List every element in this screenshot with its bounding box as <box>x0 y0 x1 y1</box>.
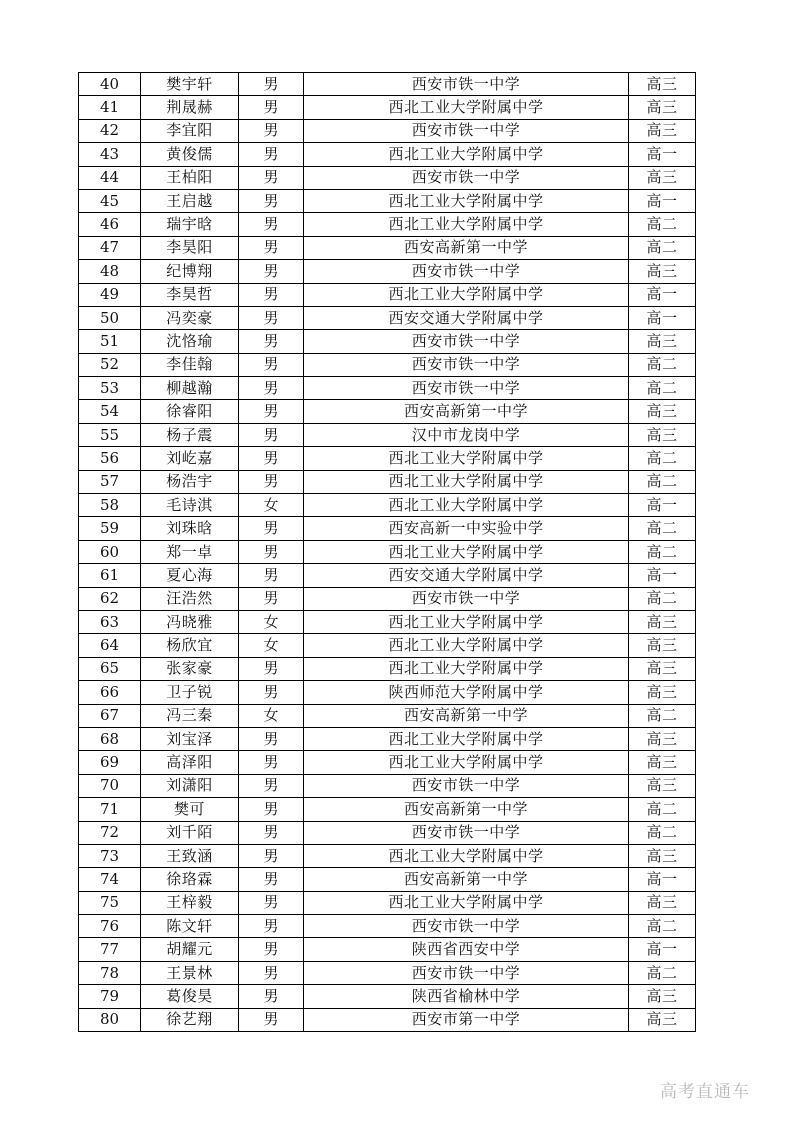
table-row <box>79 985 696 1008</box>
cell-gender: 男 <box>239 119 304 142</box>
cell-name: 毛诗淇 <box>141 494 239 517</box>
cell-school: 西北工业大学附属中学 <box>304 727 629 750</box>
cell-index: 65 <box>79 657 141 680</box>
cell-name: 高泽阳 <box>141 751 239 774</box>
table-row <box>79 353 696 376</box>
cell-name: 冯晓雅 <box>141 610 239 633</box>
cell-index: 40 <box>79 73 141 96</box>
cell-name: 王景林 <box>141 961 239 984</box>
cell-grade: 高三 <box>629 73 696 96</box>
cell-name: 杨子震 <box>141 423 239 446</box>
cell-grade: 高三 <box>629 985 696 1008</box>
cell-name: 王启越 <box>141 189 239 212</box>
cell-school: 西安高新第一中学 <box>304 868 629 891</box>
cell-gender: 女 <box>239 494 304 517</box>
cell-grade: 高二 <box>629 236 696 259</box>
cell-name: 葛俊昊 <box>141 985 239 1008</box>
cell-index: 48 <box>79 260 141 283</box>
cell-index: 74 <box>79 868 141 891</box>
cell-grade: 高三 <box>629 96 696 119</box>
cell-index: 73 <box>79 844 141 867</box>
cell-index: 66 <box>79 681 141 704</box>
cell-index: 50 <box>79 306 141 329</box>
cell-grade: 高三 <box>629 1008 696 1031</box>
table-row <box>79 704 696 727</box>
table-row <box>79 798 696 821</box>
cell-grade: 高二 <box>629 915 696 938</box>
cell-index: 49 <box>79 283 141 306</box>
cell-school: 西安高新第一中学 <box>304 704 629 727</box>
cell-grade: 高一 <box>629 306 696 329</box>
table-row <box>79 330 696 353</box>
table-row <box>79 844 696 867</box>
cell-grade: 高二 <box>629 961 696 984</box>
cell-gender: 男 <box>239 587 304 610</box>
cell-school: 西安市铁一中学 <box>304 774 629 797</box>
table-row <box>79 634 696 657</box>
cell-index: 44 <box>79 166 141 189</box>
cell-index: 60 <box>79 540 141 563</box>
cell-grade: 高三 <box>629 400 696 423</box>
cell-index: 61 <box>79 564 141 587</box>
cell-grade: 高二 <box>629 447 696 470</box>
cell-gender: 男 <box>239 868 304 891</box>
cell-school: 西安高新第一中学 <box>304 400 629 423</box>
student-roster-table <box>78 72 696 1032</box>
cell-gender: 男 <box>239 751 304 774</box>
cell-school: 西安市铁一中学 <box>304 166 629 189</box>
table-row <box>79 517 696 540</box>
cell-index: 67 <box>79 704 141 727</box>
cell-school: 西安市铁一中学 <box>304 961 629 984</box>
cell-name: 纪博翔 <box>141 260 239 283</box>
cell-school: 陕西省西安中学 <box>304 938 629 961</box>
cell-index: 54 <box>79 400 141 423</box>
cell-index: 70 <box>79 774 141 797</box>
cell-school: 西北工业大学附属中学 <box>304 844 629 867</box>
table-row <box>79 657 696 680</box>
cell-grade: 高二 <box>629 798 696 821</box>
cell-grade: 高三 <box>629 634 696 657</box>
cell-school: 西北工业大学附属中学 <box>304 283 629 306</box>
cell-name: 杨欣宜 <box>141 634 239 657</box>
cell-gender: 男 <box>239 844 304 867</box>
cell-gender: 男 <box>239 891 304 914</box>
cell-index: 55 <box>79 423 141 446</box>
cell-gender: 男 <box>239 517 304 540</box>
cell-grade: 高一 <box>629 283 696 306</box>
cell-gender: 男 <box>239 260 304 283</box>
cell-grade: 高一 <box>629 143 696 166</box>
cell-index: 79 <box>79 985 141 1008</box>
cell-school: 西北工业大学附属中学 <box>304 143 629 166</box>
cell-gender: 女 <box>239 610 304 633</box>
cell-school: 陕西省榆林中学 <box>304 985 629 1008</box>
cell-name: 李昊哲 <box>141 283 239 306</box>
cell-name: 柳越瀚 <box>141 377 239 400</box>
cell-gender: 男 <box>239 1008 304 1031</box>
cell-name: 郑一卓 <box>141 540 239 563</box>
cell-school: 西安市第一中学 <box>304 1008 629 1031</box>
cell-gender: 男 <box>239 166 304 189</box>
cell-grade: 高三 <box>629 610 696 633</box>
cell-index: 71 <box>79 798 141 821</box>
cell-index: 80 <box>79 1008 141 1031</box>
cell-name: 汪浩然 <box>141 587 239 610</box>
cell-name: 樊宇轩 <box>141 73 239 96</box>
table-row <box>79 915 696 938</box>
cell-name: 李昊阳 <box>141 236 239 259</box>
cell-school: 西安高新第一中学 <box>304 798 629 821</box>
cell-name: 刘宝泽 <box>141 727 239 750</box>
cell-gender: 男 <box>239 915 304 938</box>
cell-name: 徐艺翔 <box>141 1008 239 1031</box>
cell-name: 王致涵 <box>141 844 239 867</box>
table-row <box>79 73 696 96</box>
cell-grade: 高三 <box>629 166 696 189</box>
cell-index: 51 <box>79 330 141 353</box>
table-row <box>79 119 696 142</box>
cell-grade: 高三 <box>629 330 696 353</box>
cell-name: 杨浩宇 <box>141 470 239 493</box>
cell-school: 西安市铁一中学 <box>304 73 629 96</box>
table-row <box>79 751 696 774</box>
cell-grade: 高二 <box>629 587 696 610</box>
cell-grade: 高二 <box>629 704 696 727</box>
cell-index: 76 <box>79 915 141 938</box>
table-row <box>79 423 696 446</box>
cell-gender: 男 <box>239 774 304 797</box>
cell-index: 45 <box>79 189 141 212</box>
cell-gender: 男 <box>239 73 304 96</box>
cell-school: 西安市铁一中学 <box>304 821 629 844</box>
table-row <box>79 727 696 750</box>
cell-name: 刘千陌 <box>141 821 239 844</box>
cell-grade: 高一 <box>629 564 696 587</box>
cell-name: 张家豪 <box>141 657 239 680</box>
cell-school: 西安交通大学附属中学 <box>304 306 629 329</box>
cell-school: 西北工业大学附属中学 <box>304 470 629 493</box>
cell-gender: 男 <box>239 213 304 236</box>
table-row <box>79 587 696 610</box>
cell-school: 西北工业大学附属中学 <box>304 213 629 236</box>
cell-name: 李佳翰 <box>141 353 239 376</box>
cell-school: 陕西师范大学附属中学 <box>304 681 629 704</box>
cell-school: 西北工业大学附属中学 <box>304 634 629 657</box>
cell-name: 樊可 <box>141 798 239 821</box>
cell-school: 西安市铁一中学 <box>304 377 629 400</box>
cell-gender: 男 <box>239 283 304 306</box>
table-row <box>79 377 696 400</box>
cell-name: 李宜阳 <box>141 119 239 142</box>
cell-name: 王柏阳 <box>141 166 239 189</box>
cell-index: 59 <box>79 517 141 540</box>
cell-name: 黄俊儒 <box>141 143 239 166</box>
cell-grade: 高二 <box>629 821 696 844</box>
table-row <box>79 564 696 587</box>
cell-school: 西安高新第一中学 <box>304 236 629 259</box>
cell-school: 西北工业大学附属中学 <box>304 189 629 212</box>
cell-gender: 男 <box>239 657 304 680</box>
cell-index: 42 <box>79 119 141 142</box>
cell-school: 西北工业大学附属中学 <box>304 96 629 119</box>
cell-school: 西安市铁一中学 <box>304 260 629 283</box>
cell-gender: 男 <box>239 143 304 166</box>
cell-school: 西安高新一中实验中学 <box>304 517 629 540</box>
cell-name: 冯三秦 <box>141 704 239 727</box>
cell-gender: 男 <box>239 798 304 821</box>
cell-name: 荆晟赫 <box>141 96 239 119</box>
cell-gender: 男 <box>239 400 304 423</box>
cell-name: 徐睿阳 <box>141 400 239 423</box>
cell-gender: 男 <box>239 330 304 353</box>
cell-gender: 男 <box>239 938 304 961</box>
cell-school: 西北工业大学附属中学 <box>304 447 629 470</box>
table-row <box>79 938 696 961</box>
cell-index: 62 <box>79 587 141 610</box>
cell-gender: 男 <box>239 306 304 329</box>
cell-grade: 高一 <box>629 494 696 517</box>
cell-gender: 男 <box>239 423 304 446</box>
cell-school: 汉中市龙岗中学 <box>304 423 629 446</box>
cell-name: 夏心海 <box>141 564 239 587</box>
cell-school: 西安市铁一中学 <box>304 119 629 142</box>
cell-grade: 高三 <box>629 844 696 867</box>
cell-grade: 高二 <box>629 377 696 400</box>
cell-grade: 高三 <box>629 657 696 680</box>
cell-index: 75 <box>79 891 141 914</box>
cell-index: 47 <box>79 236 141 259</box>
cell-name: 王梓毅 <box>141 891 239 914</box>
table-row <box>79 540 696 563</box>
cell-index: 64 <box>79 634 141 657</box>
cell-grade: 高一 <box>629 868 696 891</box>
cell-gender: 女 <box>239 634 304 657</box>
table-row <box>79 1008 696 1031</box>
cell-school: 西安市铁一中学 <box>304 587 629 610</box>
table-row <box>79 891 696 914</box>
cell-name: 沈恪瑜 <box>141 330 239 353</box>
cell-index: 68 <box>79 727 141 750</box>
table-row <box>79 681 696 704</box>
cell-gender: 男 <box>239 681 304 704</box>
cell-gender: 男 <box>239 353 304 376</box>
cell-gender: 男 <box>239 727 304 750</box>
cell-school: 西安市铁一中学 <box>304 353 629 376</box>
cell-grade: 高一 <box>629 938 696 961</box>
cell-index: 57 <box>79 470 141 493</box>
cell-school: 西北工业大学附属中学 <box>304 610 629 633</box>
cell-index: 56 <box>79 447 141 470</box>
cell-grade: 高三 <box>629 727 696 750</box>
table-row <box>79 400 696 423</box>
cell-index: 41 <box>79 96 141 119</box>
table-row <box>79 610 696 633</box>
cell-name: 徐珞霖 <box>141 868 239 891</box>
cell-grade: 高二 <box>629 470 696 493</box>
cell-gender: 男 <box>239 821 304 844</box>
cell-index: 52 <box>79 353 141 376</box>
cell-gender: 女 <box>239 704 304 727</box>
cell-index: 63 <box>79 610 141 633</box>
cell-index: 78 <box>79 961 141 984</box>
table-row <box>79 236 696 259</box>
cell-grade: 高二 <box>629 517 696 540</box>
cell-gender: 男 <box>239 447 304 470</box>
cell-index: 53 <box>79 377 141 400</box>
cell-school: 西北工业大学附属中学 <box>304 891 629 914</box>
cell-gender: 男 <box>239 564 304 587</box>
table-row <box>79 494 696 517</box>
cell-grade: 高二 <box>629 353 696 376</box>
table-row <box>79 96 696 119</box>
cell-name: 陈文轩 <box>141 915 239 938</box>
cell-gender: 男 <box>239 96 304 119</box>
table-row <box>79 213 696 236</box>
cell-gender: 男 <box>239 540 304 563</box>
table-row <box>79 283 696 306</box>
cell-index: 69 <box>79 751 141 774</box>
cell-name: 冯奕豪 <box>141 306 239 329</box>
table-row <box>79 189 696 212</box>
cell-school: 西北工业大学附属中学 <box>304 657 629 680</box>
watermark-text: 高考直通车 <box>660 1082 750 1102</box>
cell-school: 西安市铁一中学 <box>304 330 629 353</box>
cell-grade: 高三 <box>629 774 696 797</box>
cell-index: 72 <box>79 821 141 844</box>
cell-grade: 高三 <box>629 260 696 283</box>
cell-gender: 男 <box>239 377 304 400</box>
cell-gender: 男 <box>239 961 304 984</box>
cell-gender: 男 <box>239 470 304 493</box>
cell-name: 刘潇阳 <box>141 774 239 797</box>
cell-grade: 高三 <box>629 891 696 914</box>
cell-grade: 高三 <box>629 751 696 774</box>
cell-grade: 高二 <box>629 213 696 236</box>
cell-school: 西安交通大学附属中学 <box>304 564 629 587</box>
cell-grade: 高一 <box>629 189 696 212</box>
table-row <box>79 774 696 797</box>
cell-index: 46 <box>79 213 141 236</box>
cell-index: 77 <box>79 938 141 961</box>
cell-grade: 高三 <box>629 423 696 446</box>
cell-index: 43 <box>79 143 141 166</box>
table-row <box>79 821 696 844</box>
cell-name: 胡耀元 <box>141 938 239 961</box>
table-row <box>79 868 696 891</box>
table-row <box>79 166 696 189</box>
cell-gender: 男 <box>239 985 304 1008</box>
table-row <box>79 143 696 166</box>
table-row <box>79 306 696 329</box>
cell-grade: 高三 <box>629 119 696 142</box>
cell-gender: 男 <box>239 236 304 259</box>
table-row <box>79 961 696 984</box>
cell-grade: 高二 <box>629 540 696 563</box>
cell-school: 西北工业大学附属中学 <box>304 751 629 774</box>
cell-school: 西安市铁一中学 <box>304 915 629 938</box>
cell-name: 卫子锐 <box>141 681 239 704</box>
table-row <box>79 470 696 493</box>
table-body <box>79 73 696 1032</box>
cell-school: 西北工业大学附属中学 <box>304 494 629 517</box>
table-row <box>79 447 696 470</box>
cell-school: 西北工业大学附属中学 <box>304 540 629 563</box>
cell-name: 刘珠晗 <box>141 517 239 540</box>
cell-name: 刘屹嘉 <box>141 447 239 470</box>
cell-index: 58 <box>79 494 141 517</box>
cell-name: 瑞宇晗 <box>141 213 239 236</box>
table-row <box>79 260 696 283</box>
cell-gender: 男 <box>239 189 304 212</box>
cell-grade: 高三 <box>629 681 696 704</box>
